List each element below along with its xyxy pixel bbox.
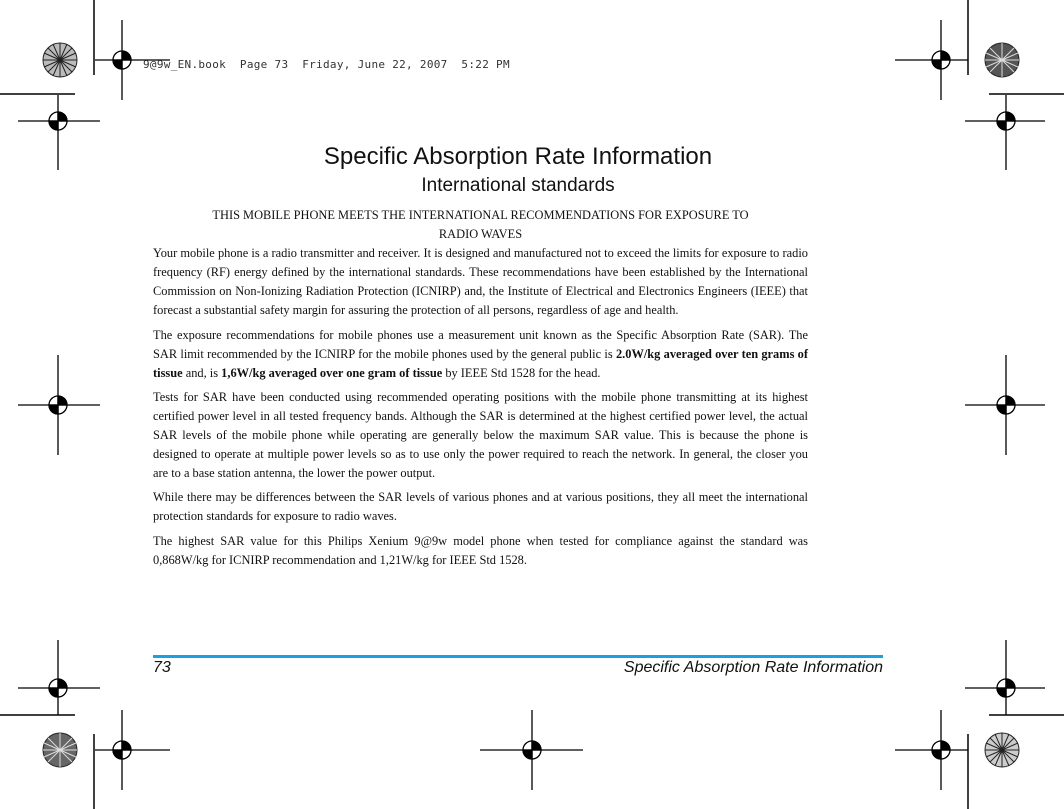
registration-target xyxy=(18,640,100,715)
paragraph-intro: Your mobile phone is a radio transmitter and receiver. It is designed and manufactured not to exceed the limits for exposure to radio frequency (RF) energy defined by the international standards. These recommendations have been established by the International Commission on Non-Ionizing Radiation Protection (ICNIRP) and, the Institute of Electrical and Electronics Engineers (IEEE) that forecast a substantial safety margin for assuring the protection of all persons, regardless of age and health. xyxy=(153,246,808,318)
footer-section-title: Specific Absorption Rate Information xyxy=(623,659,883,676)
page-number: 73 xyxy=(153,659,171,676)
section-subtitle: International standards xyxy=(421,175,615,196)
print-header-note: 9@9w_EN.book Page 73 Friday, June 22, 2007 5:22 PM xyxy=(143,58,510,71)
paragraph-highest-sar: The highest SAR value for this Philips Xenium 9@9w model phone when tested for compliance against the standard was 0,868W/kg for ICNIRP recommendation and 1,21W/kg for IEEE Std 1528. xyxy=(153,533,808,567)
ieee-limit: 1,6W/kg averaged over one gram of tissue xyxy=(221,365,443,380)
sar-text: by IEEE Std 1528 for the head. xyxy=(442,365,601,380)
starburst-mark xyxy=(43,733,77,767)
caps-heading-line-1: THIS MOBILE PHONE MEETS THE INTERNATIONAL RECOMMENDATIONS FOR EXPOSURE TO xyxy=(212,208,749,222)
registration-target xyxy=(18,355,100,455)
starburst-mark xyxy=(985,733,1019,767)
footer-rule xyxy=(153,655,883,658)
registration-target xyxy=(965,640,1045,715)
sar-text: The exposure recommendations for mobile phones use a measurement unit known as the Specific Absorption Rate (SAR). The SAR limit recommended by the ICNIRP for the mobile phones used by the general public is xyxy=(153,327,808,361)
starburst-mark xyxy=(43,43,77,77)
icnirp-limit: 2.0W/kg averaged over ten grams of tissue xyxy=(153,346,809,380)
registration-target xyxy=(18,95,100,170)
paragraph-tests: Tests for SAR have been conducted using recommended operating positions with the mobile phone transmitting at its highest certified power level in all tested frequency bands. Although the SAR is determined at the highest certified power level, the actual SAR levels of the mobile phone while operating are generally below the maximum SAR value. This is because the phone is designed to operate at multiple power levels so as to use only the power required to reach the network. In general, the closer you are to a base station antenna, the lower the power output. xyxy=(153,389,808,481)
registration-target xyxy=(480,710,583,790)
sar-text: and, is xyxy=(182,365,222,380)
page-title: Specific Absorption Rate Information xyxy=(323,143,713,170)
caps-heading-line-2: RADIO WAVES xyxy=(438,227,523,242)
starburst-mark xyxy=(985,43,1019,77)
caps-heading xyxy=(153,206,808,244)
registration-target xyxy=(965,355,1045,455)
registration-target xyxy=(895,710,968,790)
registration-target xyxy=(895,20,968,100)
paragraph-differences: While there may be differences between the SAR levels of various phones and at various positions, they all meet the international protection standards for exposure to radio waves. xyxy=(153,490,808,524)
registration-target xyxy=(95,710,170,790)
paragraph-sar-limits xyxy=(153,326,808,383)
document-body xyxy=(153,206,808,575)
registration-target xyxy=(965,95,1045,170)
